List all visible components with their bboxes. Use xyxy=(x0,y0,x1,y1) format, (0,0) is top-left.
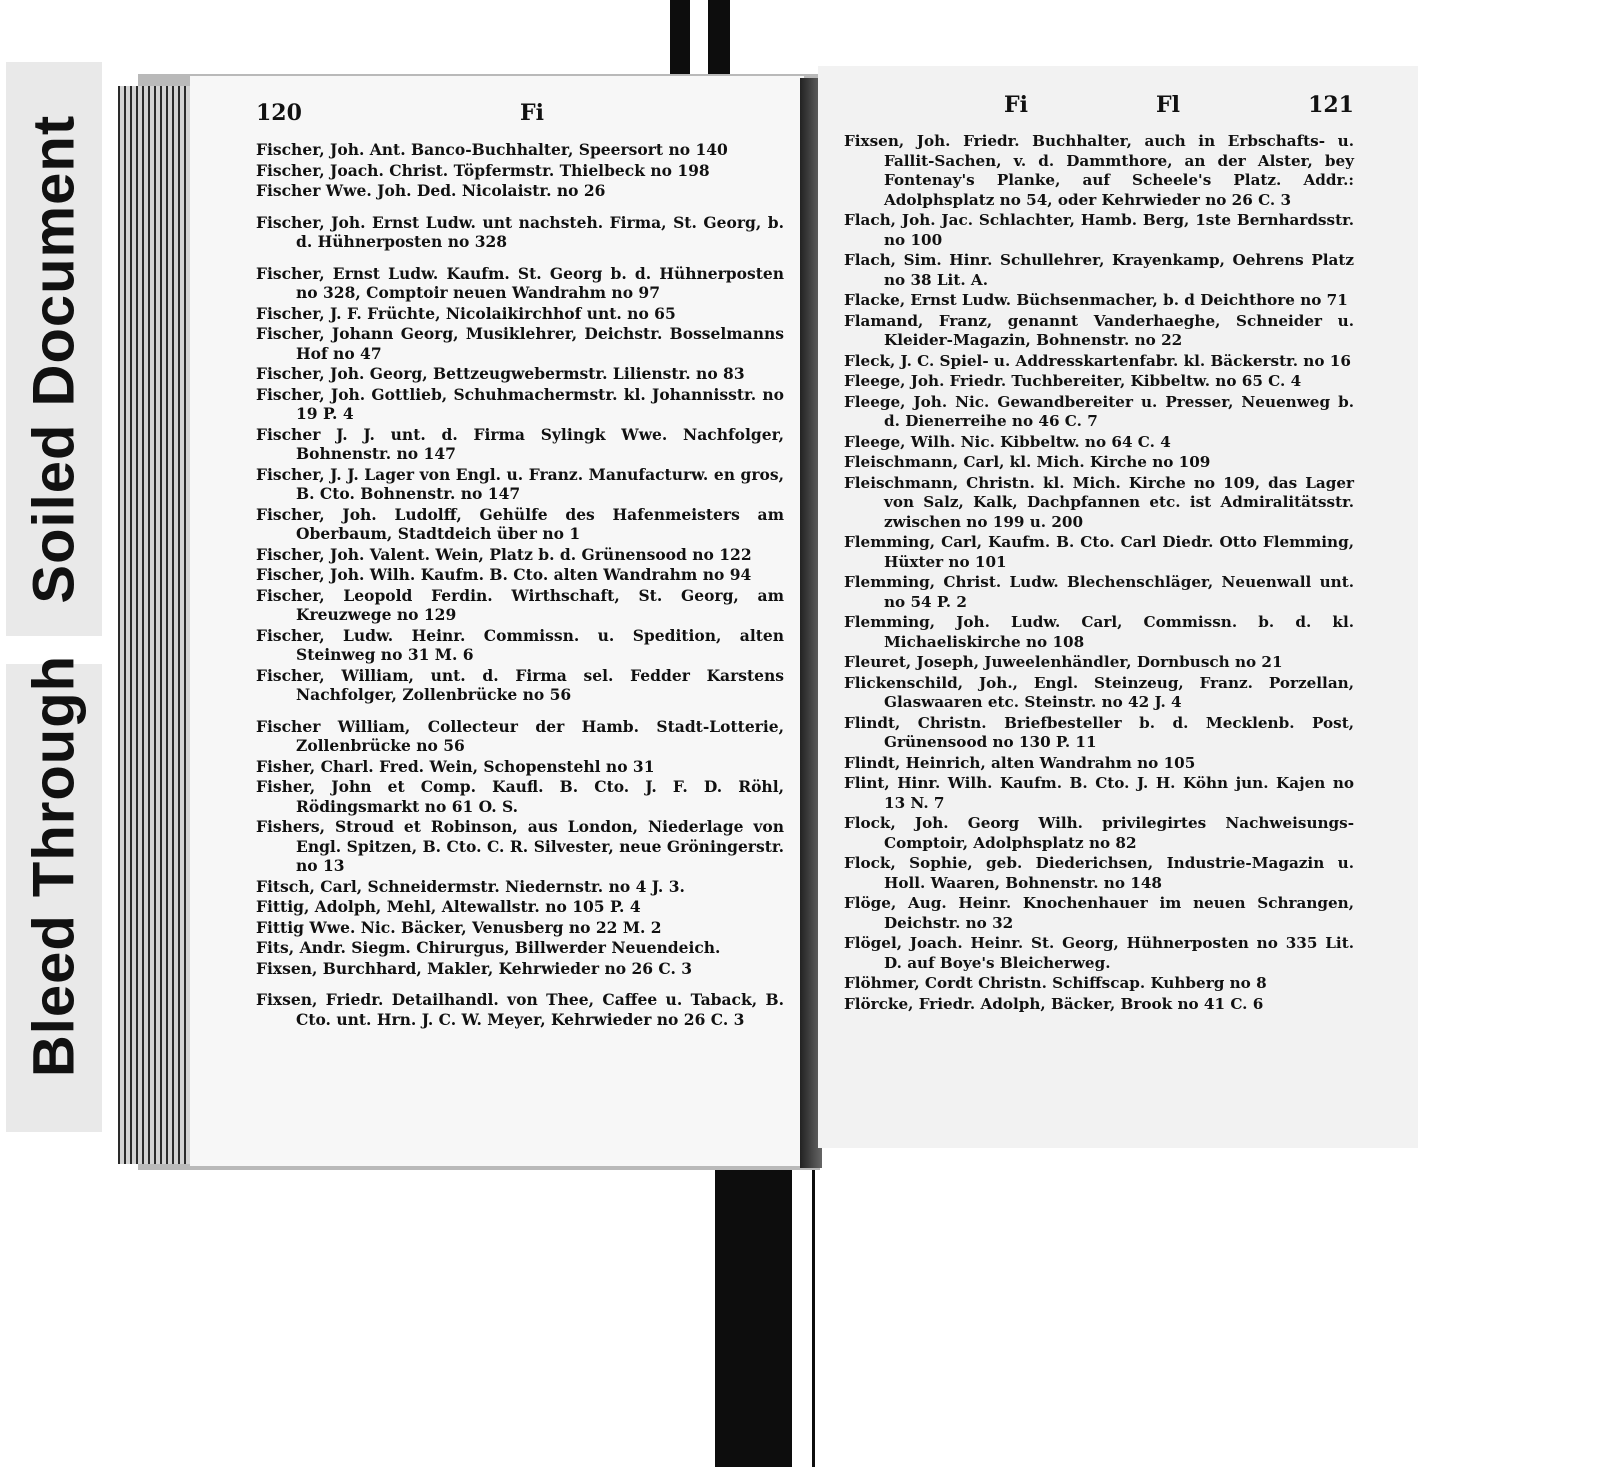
right-page-header xyxy=(844,92,1354,126)
running-head-center: Fl xyxy=(1156,92,1181,118)
directory-entry: Flickenschild, Joh., Engl. Steinzeug, Franz. Porzellan, Glaswaaren etc. Steinstr. no 42 J. 4 xyxy=(844,673,1354,711)
directory-entry: Fleege, Joh. Friedr. Tuchbereiter, Kibbeltw. no 65 C. 4 xyxy=(844,372,1302,390)
directory-entry: Fixsen, Joh. Friedr. Buchhalter, auch in Erbschafts- u. Fallit-Sachen, v. d. Dammthore, an der Alster, bey Fontenay's Planke, auf Scheele's Platz. Addr.: Adolphsplatz no 54, oder Kehrwieder no 26 C. 3 xyxy=(844,132,1354,209)
left-page-header xyxy=(256,100,784,134)
running-head-left: Fi xyxy=(1004,92,1028,118)
directory-entry: Fleischmann, Christn. kl. Mich. Kirche no 109, das Lager von Salz, Kalk, Dachpfannen etc. ist Admiralitätsstr. zwischen no 199 u. 200 xyxy=(844,473,1354,531)
directory-entry: Fischer, Joh. Wilh. Kaufm. B. Cto. alten Wandrahm no 94 xyxy=(256,565,752,584)
stamp-label xyxy=(21,115,88,1077)
directory-entry: Fleege, Joh. Nic. Gewandbereiter u. Presser, Neuenweg b. d. Dienerreihe no 46 C. 7 xyxy=(844,392,1354,430)
directory-entry: Fischer, Johann Georg, Musiklehrer, Deichstr. Bosselmanns Hof no 47 xyxy=(256,324,784,363)
directory-entry: Flock, Sophie, geb. Diederichsen, Industrie-Magazin u. Holl. Waaren, Bohnenstr. no 148 xyxy=(844,854,1354,892)
entry-list xyxy=(844,132,1354,1014)
directory-entry: Fittig Wwe. Nic. Bäcker, Venusberg no 22 M. 2 xyxy=(256,917,662,937)
left-page xyxy=(190,76,804,1166)
directory-entry: Fischer, Leopold Ferdin. Wirthschaft, St. Georg, am Kreuzwege no 129 xyxy=(256,585,784,624)
directory-entry: Fischer, Joh. Ant. Banco-Buchhalter, Speersort no 140 xyxy=(256,140,728,159)
directory-entry: Fixsen, Friedr. Detailhandl. von Thee, Caffee u. Taback, B. Cto. unt. Hrn. J. C. W. Meyer, Kehrwieder no 26 C. 3 xyxy=(256,990,784,1029)
directory-entry: Fischer, Ernst Ludw. Kaufm. St. Georg b. d. Hühnerposten no 328, Comptoir neuen Wandrahm no 97 xyxy=(256,263,784,302)
directory-entry: Fischer, Joh. Valent. Wein, Platz b. d. Grünensood no 122 xyxy=(256,544,752,564)
directory-entry: Fisher, John et Comp. Kaufl. B. Cto. J. F. D. Röhl, Rödingsmarkt no 61 O. S. xyxy=(256,777,784,816)
directory-entry: Flöge, Aug. Heinr. Knochenhauer im neuen Schrangen, Deichstr. no 32 xyxy=(844,894,1354,932)
page-number: 121 xyxy=(1308,92,1354,118)
directory-entry: Fischer Wwe. Joh. Ded. Nicolaistr. no 26 xyxy=(256,181,606,200)
directory-entry: Flindt, Christn. Briefbesteller b. d. Mecklenb. Post, Grünensood no 130 P. 11 xyxy=(844,713,1354,751)
directory-entry: Flemming, Christ. Ludw. Blechenschläger, Neuenwall unt. no 54 P. 2 xyxy=(844,573,1354,611)
directory-entry: Flach, Joh. Jac. Schlachter, Hamb. Berg, 1ste Bernhardsstr. no 100 xyxy=(844,211,1354,249)
directory-entry: Fisher, Charl. Fred. Wein, Schopenstehl no 31 xyxy=(256,756,655,776)
directory-entry: Fishers, Stroud et Robinson, aus London, Niederlage von Engl. Spitzen, B. Cto. C. R. Silvester, neue Gröningerstr. no 13 xyxy=(256,817,784,875)
directory-entry: Fischer, Joh. Georg, Bettzeugwebermstr. Lilienstr. no 83 xyxy=(256,364,745,383)
stamp-line-1: Bleed Through xyxy=(21,654,87,1078)
directory-entry: Fischer, Joh. Ludolff, Gehülfe des Hafenmeisters am Oberbaum, Stadtdeich über no 1 xyxy=(256,504,784,543)
directory-entry: Fixsen, Burchhard, Makler, Kehrwieder no 26 C. 3 xyxy=(256,958,693,978)
directory-entry: Flögel, Joach. Heinr. St. Georg, Hühnerposten no 335 Lit. D. auf Boye's Bleicherweg. xyxy=(844,934,1354,972)
directory-entry: Flint, Hinr. Wilh. Kaufm. B. Cto. J. H. Köhn jun. Kajen no 13 N. 7 xyxy=(844,774,1354,812)
directory-entry: Flacke, Ernst Ludw. Büchsenmacher, b. d Deichthore no 71 xyxy=(844,291,1348,309)
right-page xyxy=(818,66,1418,1148)
entry-list xyxy=(256,140,784,1029)
directory-entry: Flöhmer, Cordt Christn. Schiffscap. Kuhberg no 8 xyxy=(844,974,1267,992)
page-edges xyxy=(118,86,190,1164)
directory-entry: Fleuret, Joseph, Juweelenhändler, Dornbusch no 21 xyxy=(844,653,1283,671)
directory-entry: Fischer, Joh. Gottlieb, Schuhmachermstr. kl. Johannisstr. no 19 P. 4 xyxy=(256,384,784,423)
directory-entry: Fischer J. J. unt. d. Firma Sylingk Wwe. Nachfolger, Bohnenstr. no 147 xyxy=(256,424,784,463)
directory-entry: Fischer, Joach. Christ. Töpfermstr. Thielbeck no 198 xyxy=(256,160,710,180)
running-head: Fi xyxy=(520,100,544,126)
directory-entry: Fleischmann, Carl, kl. Mich. Kirche no 109 xyxy=(844,453,1211,471)
directory-entry: Flock, Joh. Georg Wilh. privilegirtes Nachweisungs-Comptoir, Adolphsplatz no 82 xyxy=(844,814,1354,852)
directory-entry: Fischer, J. J. Lager von Engl. u. Franz. Manufacturw. en gros, B. Cto. Bohnenstr. no 147 xyxy=(256,464,784,503)
directory-entry: Flach, Sim. Hinr. Schullehrer, Krayenkamp, Oehrens Platz no 38 Lit. A. xyxy=(844,251,1354,289)
directory-entry: Fischer, Joh. Ernst Ludw. unt nachsteh. Firma, St. Georg, b. d. Hühnerposten no 328 xyxy=(256,212,784,251)
directory-entry: Fischer, Ludw. Heinr. Commissn. u. Spedition, alten Steinweg no 31 M. 6 xyxy=(256,625,784,664)
directory-entry: Fleege, Wilh. Nic. Kibbeltw. no 64 C. 4 xyxy=(844,432,1171,451)
directory-entry: Flamand, Franz, genannt Vanderhaeghe, Schneider u. Kleider-Magazin, Bohnenstr. no 22 xyxy=(844,311,1354,349)
directory-entry: Fischer, J. F. Früchte, Nicolaikirchhof unt. no 65 xyxy=(256,303,676,323)
directory-entry: Fischer, William, unt. d. Firma sel. Fedder Karstens Nachfolger, Zollenbrücke no 56 xyxy=(256,665,784,704)
directory-entry: Flindt, Heinrich, alten Wandrahm no 105 xyxy=(844,753,1196,772)
directory-entry: Fischer William, Collecteur der Hamb. Stadt-Lotterie, Zollenbrücke no 56 xyxy=(256,716,784,755)
spine-bottom xyxy=(715,1142,815,1467)
stamp-line-2: Soiled Document xyxy=(21,114,87,604)
directory-entry: Flemming, Carl, Kaufm. B. Cto. Carl Diedr. Otto Flemming, Hüxter no 101 xyxy=(844,533,1354,571)
directory-entry: Fitsch, Carl, Schneidermstr. Niedernstr. no 4 J. 3. xyxy=(256,876,685,896)
spine-top xyxy=(670,0,730,82)
directory-entry: Flemming, Joh. Ludw. Carl, Commissn. b. d. kl. Michaeliskirche no 108 xyxy=(844,613,1354,651)
directory-entry: Fits, Andr. Siegm. Chirurgus, Billwerder Neuendeich. xyxy=(256,938,721,957)
directory-entry: Flörcke, Friedr. Adolph, Bäcker, Brook no 41 C. 6 xyxy=(844,994,1264,1013)
directory-entry: Fittig, Adolph, Mehl, Altewallstr. no 105 P. 4 xyxy=(256,897,641,916)
page-number: 120 xyxy=(256,100,302,126)
directory-entry: Fleck, J. C. Spiel- u. Addresskartenfabr. kl. Bäckerstr. no 16 xyxy=(844,351,1351,370)
